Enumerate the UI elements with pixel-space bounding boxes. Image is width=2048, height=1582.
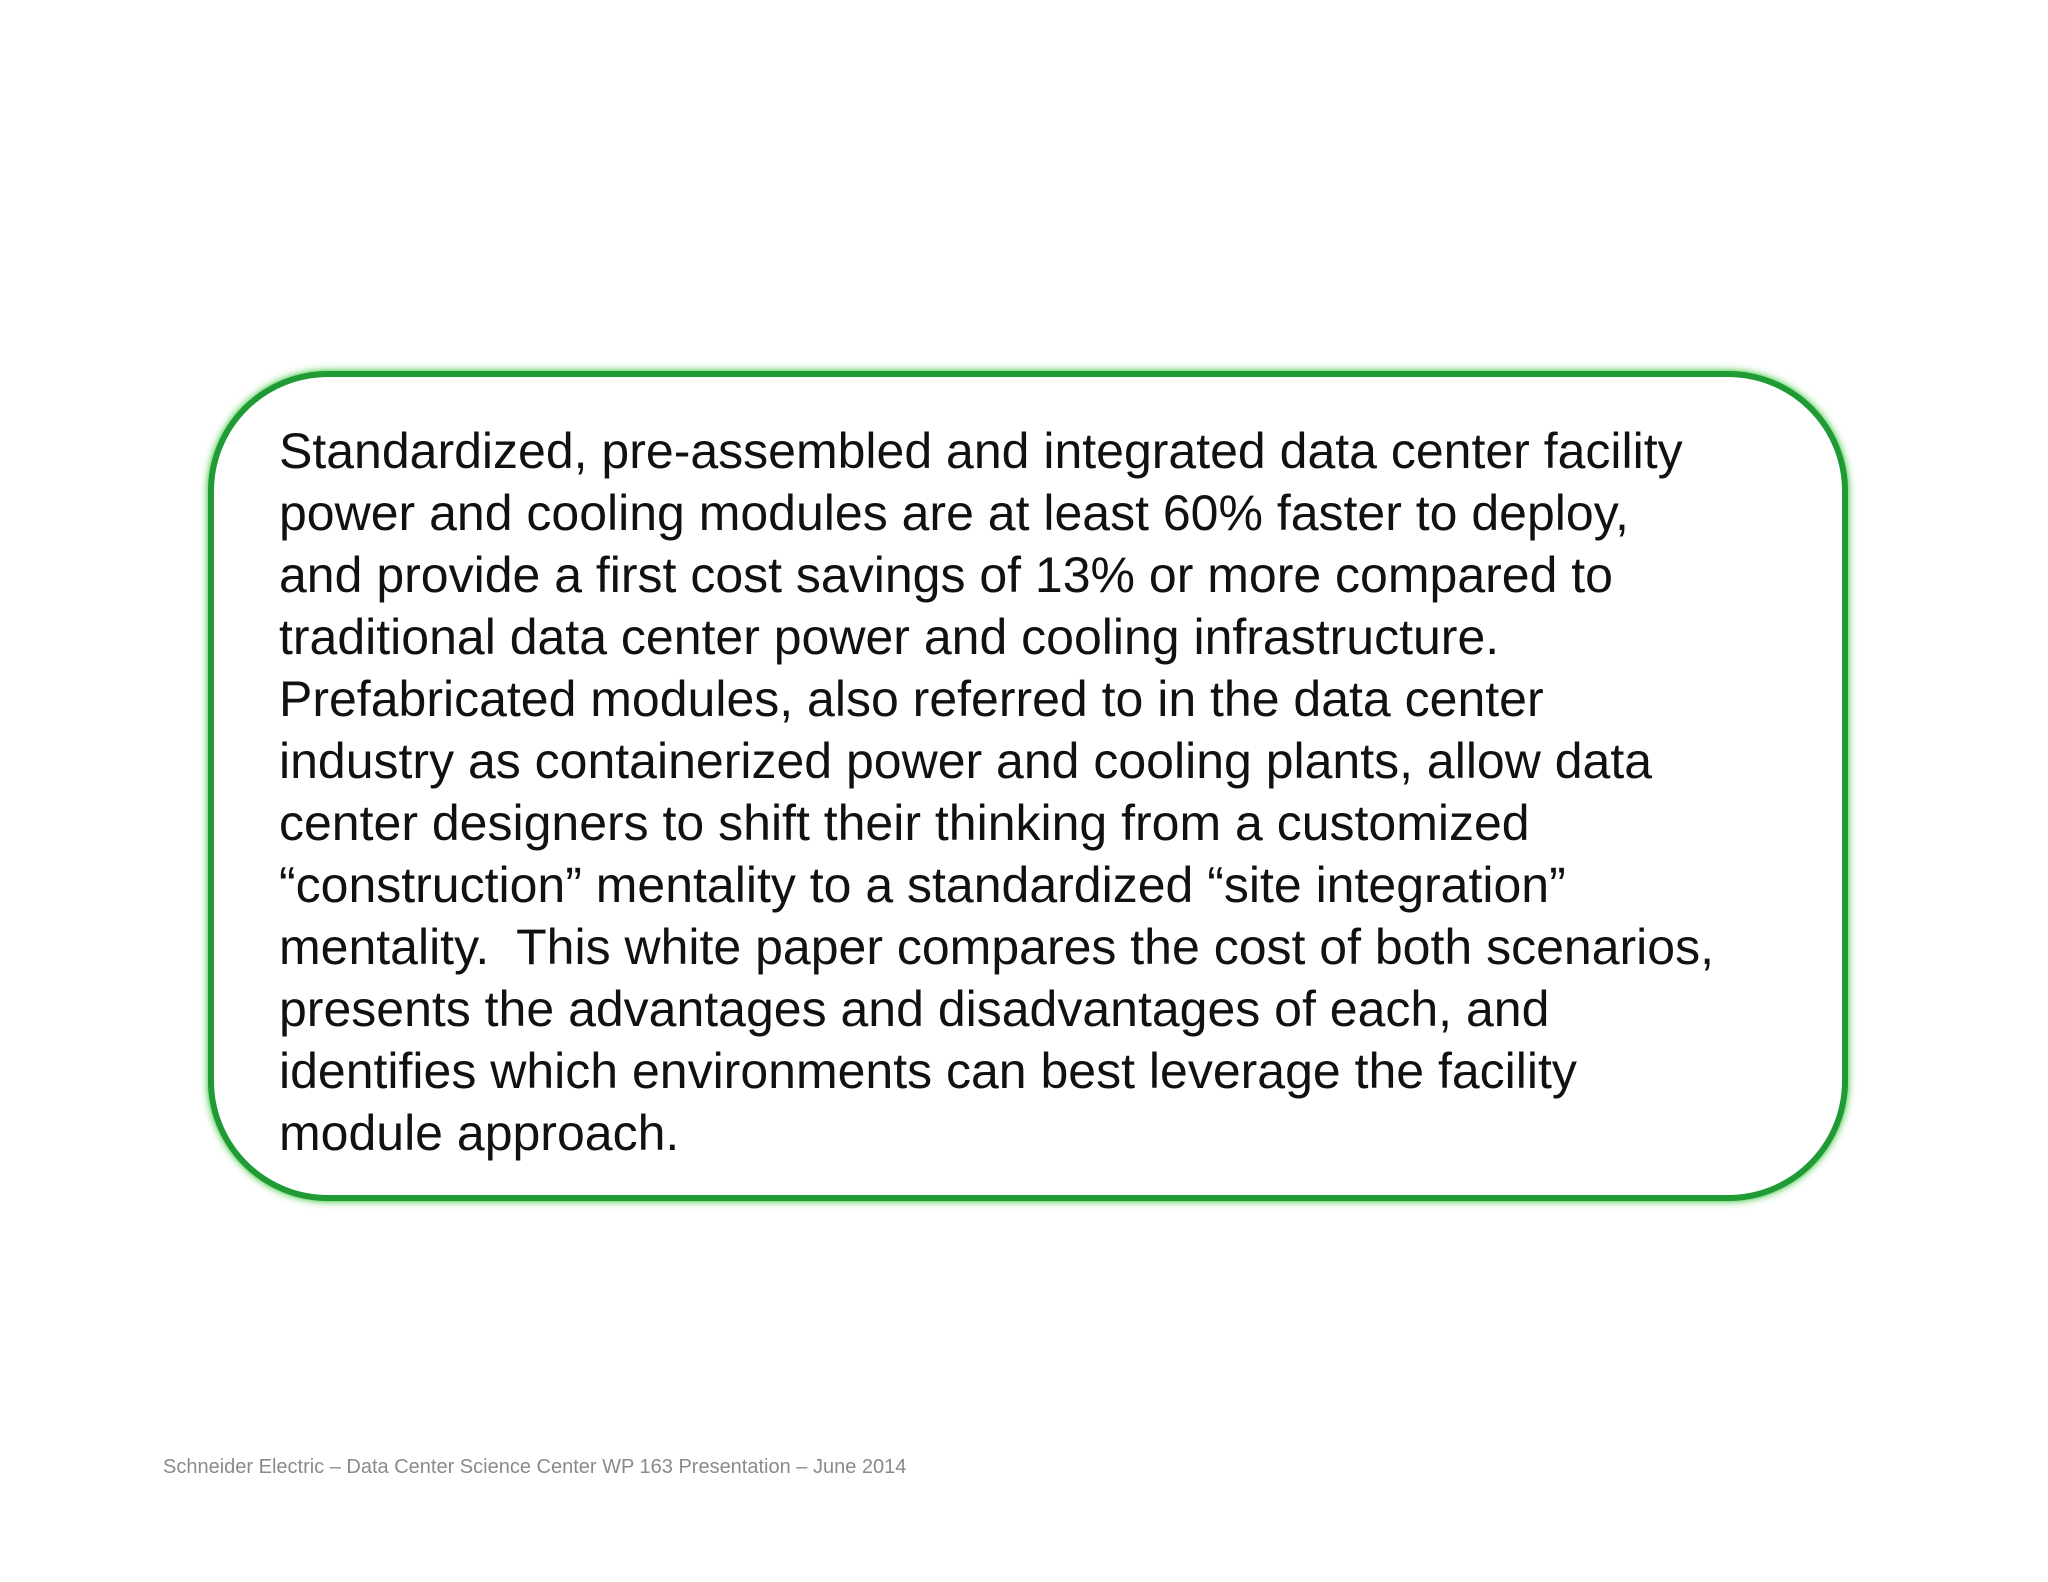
summary-line: center designers to shift their thinking from a customized xyxy=(279,795,1530,851)
summary-line: Standardized, pre-assembled and integrated data center facility xyxy=(279,423,1683,479)
summary-line: “construction” mentality to a standardized “site integration” xyxy=(279,857,1566,913)
summary-line: presents the advantages and disadvantages of each, and xyxy=(279,981,1550,1037)
summary-line: traditional data center power and cooling infrastructure. xyxy=(279,609,1500,665)
summary-line: and provide a first cost savings of 13% or more compared to xyxy=(279,547,1613,603)
footer-text: Schneider Electric – Data Center Science Center WP 163 Presentation – June 2014 xyxy=(163,1456,907,1478)
summary-paragraph xyxy=(279,420,1819,1164)
summary-line: module approach. xyxy=(279,1105,680,1161)
summary-line: power and cooling modules are at least 60% faster to deploy, xyxy=(279,485,1629,541)
summary-line: Prefabricated modules, also referred to in the data center xyxy=(279,671,1544,727)
summary-line: industry as containerized power and cooling plants, allow data xyxy=(279,733,1653,789)
summary-line: mentality. This white paper compares the cost of both scenarios, xyxy=(279,919,1714,975)
summary-line: identifies which environments can best leverage the facility xyxy=(279,1043,1577,1099)
